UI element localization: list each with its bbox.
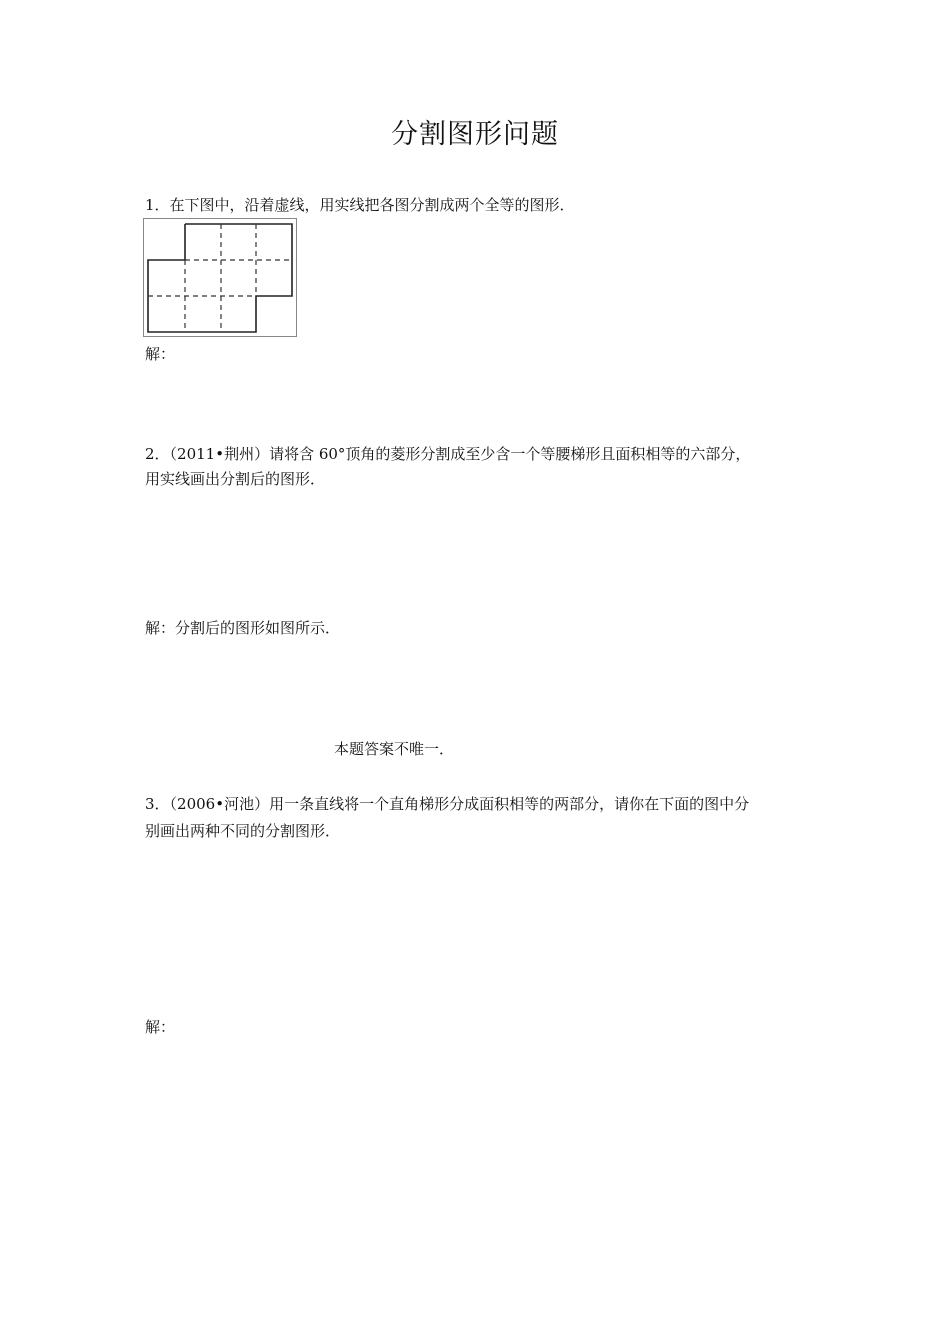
figure-frame xyxy=(144,219,297,337)
question-1-answer-label: 解： xyxy=(145,345,176,363)
shape-outline xyxy=(148,224,292,332)
question-1-text: 1．在下图中，沿着虚线，用实线把各图分割成两个全等的图形． xyxy=(145,196,575,214)
question-2-line-1: 2．（2011•荆州）请将含 60°顶角的菱形分割成至少含一个等腰梯形且面积相等的六部分， xyxy=(145,445,751,463)
dashed-grid-lines xyxy=(148,224,292,332)
grid-figure xyxy=(143,218,298,338)
question-3-answer-label: 解： xyxy=(145,1018,176,1036)
question-2-note: 本题答案不唯一． xyxy=(334,740,455,758)
question-2-answer: 解：分割后的图形如图所示． xyxy=(145,619,341,637)
question-3-line-1: 3．（2006•河池）用一条直线将一个直角梯形分成面积相等的两部分，请你在下面的图中分 xyxy=(145,795,750,813)
page-title: 分割图形问题 xyxy=(391,119,559,150)
question-2-line-2: 用实线画出分割后的图形． xyxy=(145,470,326,488)
question-3-line-2: 别画出两种不同的分割图形． xyxy=(145,822,341,840)
